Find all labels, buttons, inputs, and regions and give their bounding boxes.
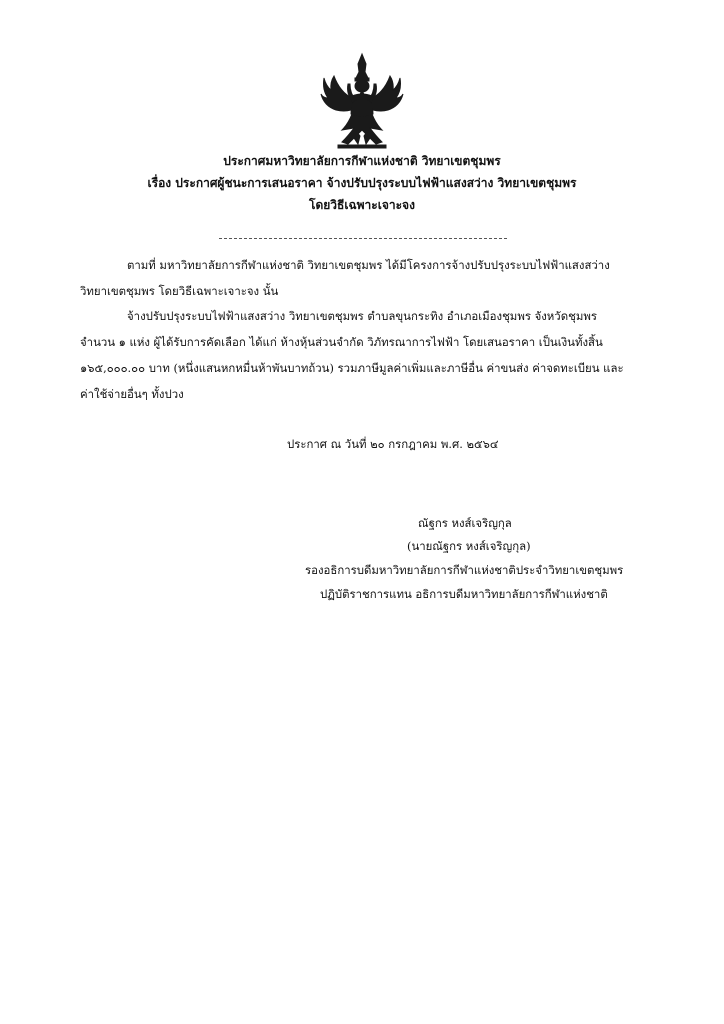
paragraph2-line2: จำนวน ๑ แห่ง ผู้ได้รับการคัดเลือก ได้แก่ ห้างหุ้นส่วนจำกัด วิภัทรณาการไฟฟ้า โดยเสนอราคา เป็นเงินทั้งสิ้น (80, 335, 603, 349)
paragraph2-line3: ๑๖๕,๐๐๐.๐๐ บาท (หนึ่งแสนหกหมื่นห้าพันบาทถ้วน) รวมภาษีมูลค่าเพิ่มและภาษีอื่น ค่าขนส่ง ค่าจดทะเบียน และ (80, 361, 624, 375)
paragraph1-line2: วิทยาเขตชุมพร โดยวิธีเฉพาะเจาะจง นั้น (80, 284, 279, 298)
signature-name: ณัฐกร หงส์เจริญกุล (418, 516, 512, 530)
announce-date: ประกาศ ณ วันที่ ๒๐ กรกฎาคม พ.ศ. ๒๕๖๔ (287, 437, 499, 451)
header-title: ประกาศมหาวิทยาลัยการกีฬาแห่งชาติ วิทยาเขตชุมพร (223, 154, 501, 168)
paragraph2-line4: ค่าใช้จ่ายอื่นๆ ทั้งปวง (80, 387, 184, 401)
header-subject: เรื่อง ประกาศผู้ชนะการเสนอราคา จ้างปรับปรุงระบบไฟฟ้าแสงสว่าง วิทยาเขตชุมพร (147, 176, 577, 190)
signature-position: รองอธิการบดีมหาวิทยาลัยการกีฬาแห่งชาติประจำวิทยาเขตชุมพร (305, 563, 624, 577)
header-method: โดยวิธีเฉพาะเจาะจง (309, 198, 415, 212)
header-divider (219, 238, 507, 239)
signature-full-name: (นายณัฐกร หงส์เจริญกุล) (407, 539, 531, 553)
paragraph1-line1: ตามที่ มหาวิทยาลัยการกีฬาแห่งชาติ วิทยาเขตชุมพร ได้มีโครงการจ้างปรับปรุงระบบไฟฟ้าแสงสว่าง (127, 258, 610, 272)
paragraph2-line1: จ้างปรับปรุงระบบไฟฟ้าแสงสว่าง วิทยาเขตชุมพร ตำบลขุนกระทิง อำเภอเมืองชุมพร จังหวัดชุมพร (127, 309, 597, 323)
announcement-header (80, 150, 644, 216)
signature-acting-for: ปฏิบัติราชการแทน อธิการบดีมหาวิทยาลัยการกีฬาแห่งชาติ (320, 587, 608, 601)
garuda-emblem-icon (318, 52, 406, 150)
